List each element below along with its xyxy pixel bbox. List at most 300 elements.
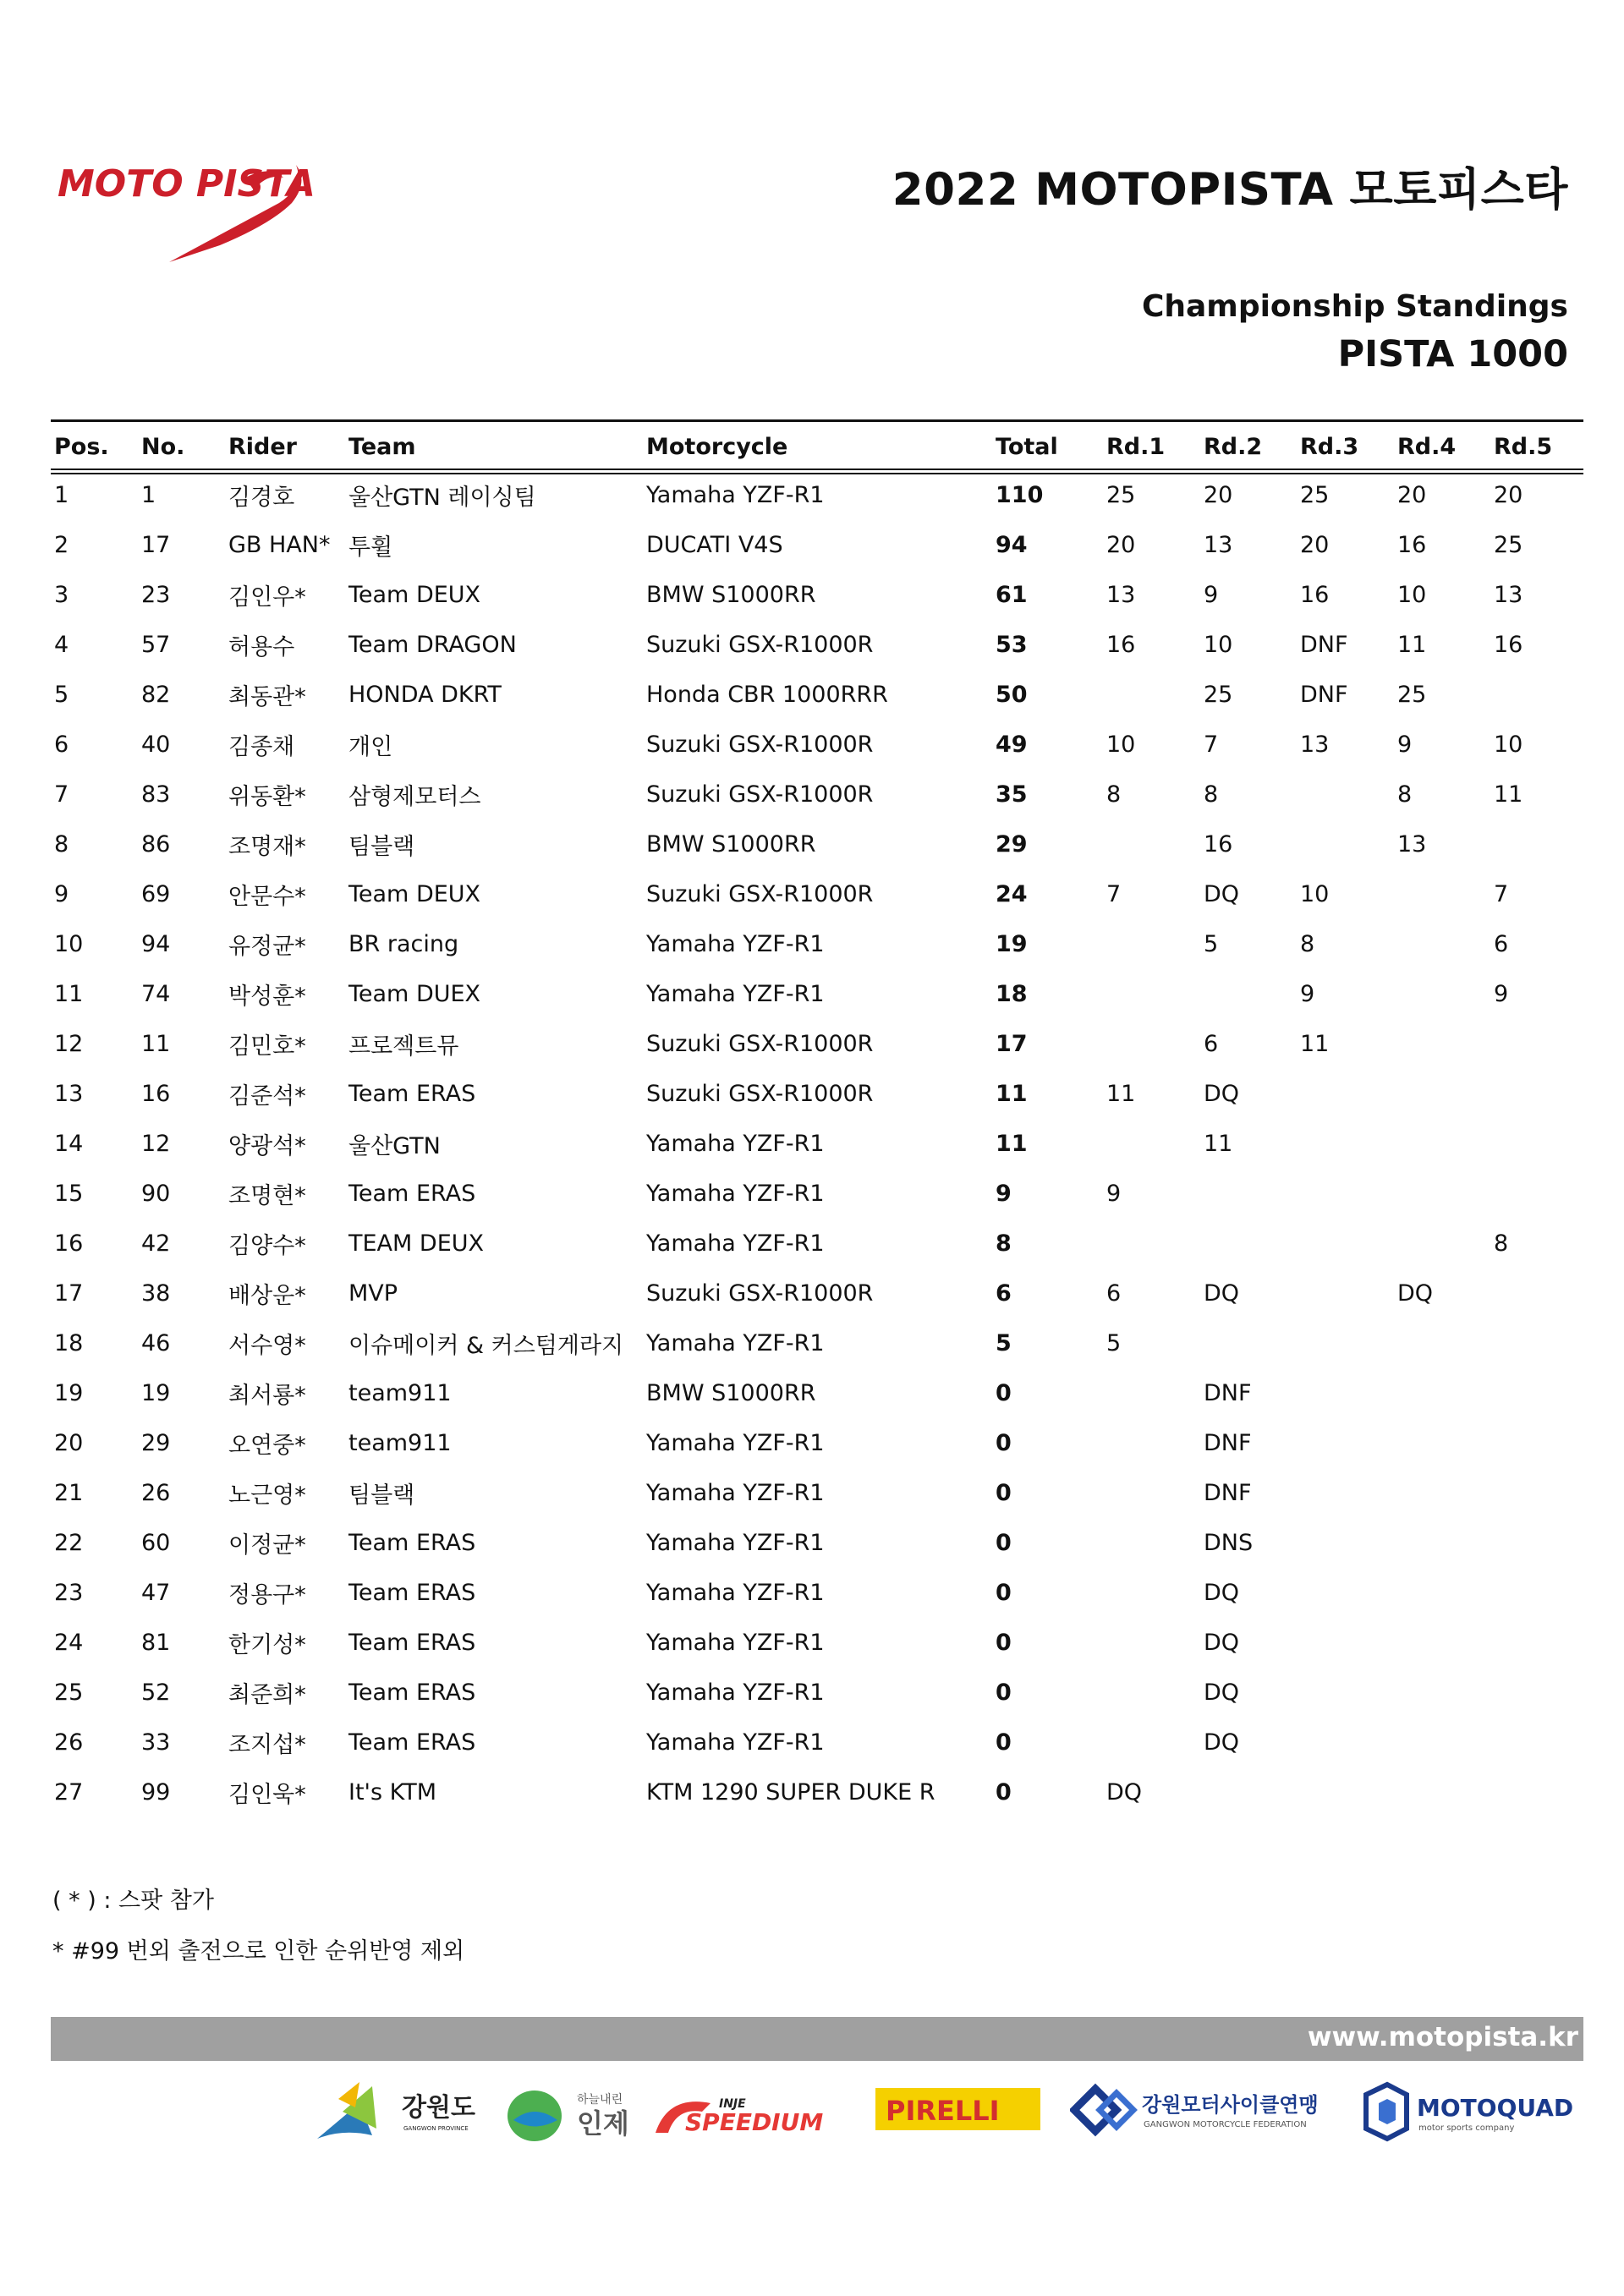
cell-rd1 <box>1103 819 1200 869</box>
cell-rd3 <box>1297 1767 1394 1817</box>
footnote-exclusion: * #99 번외 출전으로 인한 순위반영 제외 <box>52 1938 465 1964</box>
cell-total: 94 <box>996 532 1028 558</box>
cell-rider: 배상운* <box>228 1283 306 1309</box>
cell-number: 46 <box>141 1330 171 1356</box>
cell-rd4: DQ <box>1397 1280 1434 1307</box>
cell-rd3: DNF <box>1300 632 1348 658</box>
cell-rd1: 13 <box>1106 582 1136 608</box>
inje-text: 인제 <box>577 2107 629 2140</box>
cell-pos: 6 <box>54 732 69 758</box>
cell-pos: 20 <box>54 1430 84 1456</box>
cell-team: 프로젝트뮤 <box>348 1033 459 1060</box>
cell-number: 40 <box>141 732 171 758</box>
cell-motorcycle: BMW S1000RR <box>646 582 816 608</box>
motoquad-logo <box>1358 2069 1582 2154</box>
cell-motorcycle: Yamaha YZF-R1 <box>646 1580 825 1606</box>
cell-rd4: 11 <box>1397 632 1427 658</box>
cell-number: 12 <box>141 1131 171 1157</box>
table-row <box>51 570 1583 620</box>
cell-rd1 <box>1103 1518 1200 1568</box>
header-rider: Rider <box>228 433 297 460</box>
cell-rd5: 6 <box>1494 931 1509 957</box>
cell-rd2: DQ <box>1204 1280 1240 1307</box>
cell-total: 0 <box>996 1680 1012 1706</box>
motoquad-text: MOTOQUAD <box>1417 2094 1574 2122</box>
cell-pos: 10 <box>54 931 84 957</box>
cell-rd4: 16 <box>1397 532 1427 558</box>
cell-rd1: 7 <box>1106 881 1122 907</box>
cell-rd5 <box>1490 1069 1583 1119</box>
cell-motorcycle: Yamaha YZF-R1 <box>646 1430 825 1456</box>
cell-pos: 17 <box>54 1280 84 1307</box>
cell-total: 18 <box>996 981 1028 1007</box>
cell-team: Team DEUX <box>348 582 481 608</box>
table-row <box>51 720 1583 770</box>
standings-table <box>51 423 1583 1817</box>
cell-rd5 <box>1490 1418 1583 1468</box>
inje-small: 하늘내린 <box>577 2093 623 2107</box>
cell-motorcycle: Yamaha YZF-R1 <box>646 1680 825 1706</box>
cell-motorcycle: Suzuki GSX-R1000R <box>646 781 874 808</box>
cell-total: 0 <box>996 1530 1012 1556</box>
cell-rd3: 11 <box>1300 1031 1330 1057</box>
cell-number: 33 <box>141 1729 171 1756</box>
cell-rd5: 9 <box>1494 981 1509 1007</box>
cell-rd1: 25 <box>1106 482 1136 508</box>
cell-rd5: 13 <box>1494 582 1523 608</box>
cell-rd1 <box>1103 919 1200 969</box>
cell-total: 9 <box>996 1181 1012 1207</box>
cell-rider: 오연중* <box>228 1433 306 1459</box>
cell-rd3 <box>1297 1418 1394 1468</box>
table-row <box>51 770 1583 819</box>
cell-total: 0 <box>996 1779 1012 1806</box>
cell-rd4 <box>1394 1318 1490 1368</box>
cell-total: 61 <box>996 582 1028 608</box>
cell-number: 16 <box>141 1081 171 1107</box>
cell-rd4 <box>1394 1718 1490 1767</box>
cell-number: 83 <box>141 781 171 808</box>
cell-pos: 1 <box>54 482 69 508</box>
pirelli-logo <box>875 2069 1040 2154</box>
cell-pos: 16 <box>54 1230 84 1257</box>
cell-rd2: DQ <box>1204 1630 1240 1656</box>
header-pos: Pos. <box>54 433 109 460</box>
cell-rd2: 8 <box>1204 781 1219 808</box>
federation-logo <box>1070 2069 1341 2154</box>
cell-pos: 19 <box>54 1380 84 1406</box>
cell-rd4: 25 <box>1397 682 1427 708</box>
cell-rd4 <box>1394 969 1490 1019</box>
cell-rd3 <box>1297 1618 1394 1668</box>
table-row <box>51 1019 1583 1069</box>
cell-rd5 <box>1490 1618 1583 1668</box>
cell-motorcycle: Suzuki GSX-R1000R <box>646 632 874 658</box>
cell-rd5: 25 <box>1494 532 1523 558</box>
cell-total: 49 <box>996 732 1028 758</box>
cell-pos: 9 <box>54 881 69 907</box>
cell-rd2 <box>1200 1169 1297 1219</box>
cell-rider: 유정균* <box>228 934 306 960</box>
gangwon-logo <box>309 2069 486 2154</box>
cell-team: Team ERAS <box>348 1729 476 1756</box>
cell-rd2 <box>1200 1219 1297 1269</box>
cell-pos: 21 <box>54 1480 84 1506</box>
cell-motorcycle: DUCATI V4S <box>646 532 783 558</box>
table-row <box>51 1318 1583 1368</box>
cell-rd2: 9 <box>1204 582 1219 608</box>
cell-rd2 <box>1200 969 1297 1019</box>
cell-rider: 김종채 <box>228 734 295 760</box>
footnotes <box>52 1876 464 1977</box>
cell-rd2: DNF <box>1204 1480 1252 1506</box>
cell-rider: 양광석* <box>228 1133 306 1159</box>
header-no: No. <box>141 433 185 460</box>
header-rd2: Rd.2 <box>1204 433 1263 460</box>
table-row <box>51 869 1583 919</box>
cell-motorcycle: Yamaha YZF-R1 <box>646 1630 825 1656</box>
cell-team: Team ERAS <box>348 1680 476 1706</box>
table-row <box>51 620 1583 670</box>
cell-team: TEAM DEUX <box>348 1230 485 1257</box>
cell-number: 19 <box>141 1380 171 1406</box>
cell-team: Team ERAS <box>348 1181 476 1207</box>
table-row <box>51 969 1583 1019</box>
gangwon-text: 강원도 <box>402 2093 475 2123</box>
cell-number: 42 <box>141 1230 171 1257</box>
cell-rd2: DQ <box>1204 1580 1240 1606</box>
cell-rd2: DNF <box>1204 1380 1252 1406</box>
cell-team: MVP <box>348 1280 398 1307</box>
cell-rd5 <box>1490 670 1583 720</box>
footnote-spot: ( * ) : 스팟 참가 <box>52 1888 214 1914</box>
cell-rider: 김인우* <box>228 584 306 611</box>
cell-number: 17 <box>141 532 171 558</box>
cell-motorcycle: Suzuki GSX-R1000R <box>646 1081 874 1107</box>
cell-number: 82 <box>141 682 171 708</box>
cell-number: 81 <box>141 1630 171 1656</box>
cell-total: 35 <box>996 781 1028 808</box>
cell-rd5 <box>1490 1668 1583 1718</box>
cell-team: 팀블랙 <box>348 834 415 860</box>
cell-pos: 24 <box>54 1630 84 1656</box>
cell-rider: 정용구* <box>228 1582 306 1608</box>
cell-rd2: DQ <box>1204 1729 1240 1756</box>
cell-total: 11 <box>996 1131 1028 1157</box>
cell-team: 울산GTN <box>348 1133 441 1159</box>
cell-rd1: 20 <box>1106 532 1136 558</box>
header-rd3: Rd.3 <box>1300 433 1359 460</box>
cell-rd5 <box>1490 819 1583 869</box>
cell-number: 99 <box>141 1779 171 1806</box>
cell-rd3 <box>1297 1219 1394 1269</box>
cell-motorcycle: Yamaha YZF-R1 <box>646 1181 825 1207</box>
cell-pos: 15 <box>54 1181 84 1207</box>
cell-total: 0 <box>996 1580 1012 1606</box>
cell-rd3 <box>1297 770 1394 819</box>
table-row <box>51 819 1583 869</box>
cell-number: 86 <box>141 831 171 858</box>
cell-rd4: 10 <box>1397 582 1427 608</box>
cell-number: 57 <box>141 632 171 658</box>
cell-total: 29 <box>996 831 1028 858</box>
cell-pos: 27 <box>54 1779 84 1806</box>
cell-rd3: 10 <box>1300 881 1330 907</box>
header-rd4: Rd.4 <box>1397 433 1457 460</box>
cell-rd3 <box>1297 1718 1394 1767</box>
cell-rd3 <box>1297 1269 1394 1318</box>
gangwon-sub: GANGWON PROVINCE <box>403 2125 469 2132</box>
cell-rider: 한기성* <box>228 1632 306 1658</box>
page-subtitle: Championship Standings <box>1141 289 1568 324</box>
cell-rd2: 6 <box>1204 1031 1219 1057</box>
cell-rd5 <box>1490 1269 1583 1318</box>
cell-team: 투휠 <box>348 534 393 561</box>
cell-rd5 <box>1490 1119 1583 1169</box>
cell-rd3 <box>1297 1169 1394 1219</box>
table-row <box>51 670 1583 720</box>
cell-team: Team DUEX <box>348 981 481 1007</box>
cell-rider: 김경호 <box>228 485 295 511</box>
cell-rider: 김양수* <box>228 1233 306 1259</box>
cell-rd3: 25 <box>1300 482 1330 508</box>
cell-rider: 허용수 <box>228 634 295 660</box>
cell-number: 94 <box>141 931 171 957</box>
cell-rd1 <box>1103 1668 1200 1718</box>
speedium-logo <box>651 2069 854 2154</box>
cell-rd1 <box>1103 1718 1200 1767</box>
header-total: Total <box>996 433 1058 460</box>
cell-rd2: 25 <box>1204 682 1233 708</box>
table-row <box>51 1568 1583 1618</box>
cell-rd1 <box>1103 1219 1200 1269</box>
footer-url[interactable]: www.motopista.kr <box>1307 2022 1578 2052</box>
cell-rd2: 7 <box>1204 732 1219 758</box>
cell-rd4 <box>1394 919 1490 969</box>
cell-total: 6 <box>996 1280 1012 1307</box>
cell-pos: 11 <box>54 981 84 1007</box>
sponsor-logos <box>309 2069 1586 2154</box>
cell-total: 0 <box>996 1630 1012 1656</box>
table-row <box>51 1269 1583 1318</box>
cell-rd1: 5 <box>1106 1330 1122 1356</box>
cell-number: 69 <box>141 881 171 907</box>
table-row <box>51 1418 1583 1468</box>
cell-rd1: 8 <box>1106 781 1122 808</box>
cell-motorcycle: Yamaha YZF-R1 <box>646 1530 825 1556</box>
cell-pos: 2 <box>54 532 69 558</box>
cell-rd5 <box>1490 1169 1583 1219</box>
cell-rd4: 8 <box>1397 781 1413 808</box>
federation-sub: GANGWON MOTORCYCLE FEDERATION <box>1144 2120 1307 2129</box>
cell-rd3 <box>1297 1568 1394 1618</box>
cell-rd4 <box>1394 1468 1490 1518</box>
footer-bar <box>51 2017 1583 2061</box>
cell-rd4 <box>1394 1219 1490 1269</box>
cell-pos: 3 <box>54 582 69 608</box>
cell-rd3: 8 <box>1300 931 1315 957</box>
cell-number: 90 <box>141 1181 171 1207</box>
cell-rd4 <box>1394 1618 1490 1668</box>
cell-pos: 26 <box>54 1729 84 1756</box>
cell-rd1 <box>1103 1418 1200 1468</box>
cell-rd5: 8 <box>1494 1230 1509 1257</box>
cell-rd5: 7 <box>1494 881 1509 907</box>
cell-rd1: 11 <box>1106 1081 1136 1107</box>
cell-rd3 <box>1297 1518 1394 1568</box>
cell-team: BR racing <box>348 931 459 957</box>
table-row <box>51 470 1583 520</box>
cell-rider: 최준희* <box>228 1682 306 1708</box>
cell-pos: 4 <box>54 632 69 658</box>
cell-rd1: DQ <box>1106 1779 1143 1806</box>
cell-total: 0 <box>996 1729 1012 1756</box>
cell-rd1 <box>1103 969 1200 1019</box>
cell-rd4 <box>1394 1368 1490 1418</box>
cell-rider: 조명현* <box>228 1183 306 1209</box>
table-row <box>51 1169 1583 1219</box>
cell-rd2: 5 <box>1204 931 1219 957</box>
cell-rd3: 13 <box>1300 732 1330 758</box>
cell-rd3 <box>1297 819 1394 869</box>
cell-pos: 13 <box>54 1081 84 1107</box>
cell-rd1: 9 <box>1106 1181 1122 1207</box>
cell-number: 23 <box>141 582 171 608</box>
cell-pos: 7 <box>54 781 69 808</box>
cell-number: 52 <box>141 1680 171 1706</box>
cell-rd2: DQ <box>1204 881 1240 907</box>
cell-rd2: DQ <box>1204 1680 1240 1706</box>
cell-rd1 <box>1103 670 1200 720</box>
table-row <box>51 1718 1583 1767</box>
cell-number: 74 <box>141 981 171 1007</box>
table-row <box>51 1767 1583 1817</box>
cell-rd4 <box>1394 1418 1490 1468</box>
cell-rd1 <box>1103 1368 1200 1418</box>
cell-team: 삼형제모터스 <box>348 784 481 810</box>
cell-motorcycle: Yamaha YZF-R1 <box>646 1729 825 1756</box>
cell-motorcycle: Yamaha YZF-R1 <box>646 1330 825 1356</box>
cell-team: 개인 <box>348 734 393 760</box>
cell-rd4: 20 <box>1397 482 1427 508</box>
cell-rd4: 13 <box>1397 831 1427 858</box>
header-motorcycle: Motorcycle <box>646 433 788 460</box>
cell-motorcycle: Honda CBR 1000RRR <box>646 682 888 708</box>
cell-motorcycle: Suzuki GSX-R1000R <box>646 732 874 758</box>
cell-rd3 <box>1297 1069 1394 1119</box>
cell-pos: 22 <box>54 1530 84 1556</box>
cell-rd1: 10 <box>1106 732 1136 758</box>
cell-rd4: 9 <box>1397 732 1413 758</box>
cell-rd4 <box>1394 1169 1490 1219</box>
cell-rd4 <box>1394 1019 1490 1069</box>
cell-rd1 <box>1103 1568 1200 1618</box>
logo-text: MOTO PISTA <box>58 162 315 205</box>
cell-rd4 <box>1394 1119 1490 1169</box>
cell-rd5: 10 <box>1494 732 1523 758</box>
cell-rider: 김준석* <box>228 1083 306 1110</box>
cell-number: 1 <box>141 482 156 508</box>
cell-rider: 안문수* <box>228 884 306 910</box>
table-row <box>51 520 1583 570</box>
cell-team: It's KTM <box>348 1779 437 1806</box>
table-row <box>51 1518 1583 1568</box>
cell-team: 울산GTN 레이싱팀 <box>348 485 536 511</box>
cell-pos: 5 <box>54 682 69 708</box>
cell-rd4 <box>1394 1668 1490 1718</box>
cell-rd4 <box>1394 1767 1490 1817</box>
cell-motorcycle: Suzuki GSX-R1000R <box>646 881 874 907</box>
cell-team: team911 <box>348 1380 452 1406</box>
motoquad-sub: motor sports company <box>1418 2123 1515 2133</box>
cell-rd1 <box>1103 1119 1200 1169</box>
cell-rd2: DNF <box>1204 1430 1252 1456</box>
cell-rd3 <box>1297 1368 1394 1418</box>
class-title: PISTA 1000 <box>1337 333 1568 375</box>
cell-rd3 <box>1297 1468 1394 1518</box>
pirelli-text: PIRELLI <box>886 2095 1000 2127</box>
cell-motorcycle: BMW S1000RR <box>646 831 816 858</box>
cell-rd1: 6 <box>1106 1280 1122 1307</box>
table-header-row <box>51 423 1583 470</box>
cell-rider: 조명재* <box>228 834 306 860</box>
cell-rider: 박성훈* <box>228 984 306 1010</box>
cell-number: 29 <box>141 1430 171 1456</box>
cell-team: Team DRAGON <box>348 632 517 658</box>
cell-team: Team ERAS <box>348 1580 476 1606</box>
header-team: Team <box>348 433 416 460</box>
cell-number: 11 <box>141 1031 171 1057</box>
cell-total: 24 <box>996 881 1028 907</box>
table-row <box>51 1368 1583 1418</box>
cell-team: 이슈메이커 & 커스텀게라지 <box>348 1333 624 1359</box>
cell-pos: 18 <box>54 1330 84 1356</box>
cell-motorcycle: Suzuki GSX-R1000R <box>646 1280 874 1307</box>
cell-pos: 14 <box>54 1131 84 1157</box>
cell-rd4 <box>1394 1518 1490 1568</box>
cell-team: HONDA DKRT <box>348 682 502 708</box>
cell-rd5 <box>1490 1318 1583 1368</box>
cell-motorcycle: Yamaha YZF-R1 <box>646 1230 825 1257</box>
cell-team: Team ERAS <box>348 1081 476 1107</box>
cell-rider: GB HAN* <box>228 532 331 558</box>
header-rd5: Rd.5 <box>1494 433 1553 460</box>
cell-total: 110 <box>996 482 1044 508</box>
cell-rd2 <box>1200 1318 1297 1368</box>
table-row <box>51 1069 1583 1119</box>
table-row <box>51 1219 1583 1269</box>
cell-total: 50 <box>996 682 1028 708</box>
cell-total: 0 <box>996 1380 1012 1406</box>
cell-motorcycle: BMW S1000RR <box>646 1380 816 1406</box>
cell-rider: 위동환* <box>228 784 306 810</box>
cell-rd3: 9 <box>1300 981 1315 1007</box>
cell-team: 팀블랙 <box>348 1482 415 1509</box>
cell-rider: 서수영* <box>228 1333 306 1359</box>
table-row <box>51 1468 1583 1518</box>
cell-rider: 최동관* <box>228 684 306 710</box>
cell-total: 17 <box>996 1031 1028 1057</box>
cell-rider: 이정균* <box>228 1532 306 1559</box>
cell-rd5 <box>1490 1468 1583 1518</box>
cell-team: Team ERAS <box>348 1530 476 1556</box>
cell-number: 47 <box>141 1580 171 1606</box>
cell-rd5: 20 <box>1494 482 1523 508</box>
cell-rd2: DNS <box>1204 1530 1254 1556</box>
speedium-text: SPEEDIUM <box>685 2108 824 2136</box>
motopista-logo <box>51 144 321 271</box>
cell-rd1 <box>1103 1618 1200 1668</box>
